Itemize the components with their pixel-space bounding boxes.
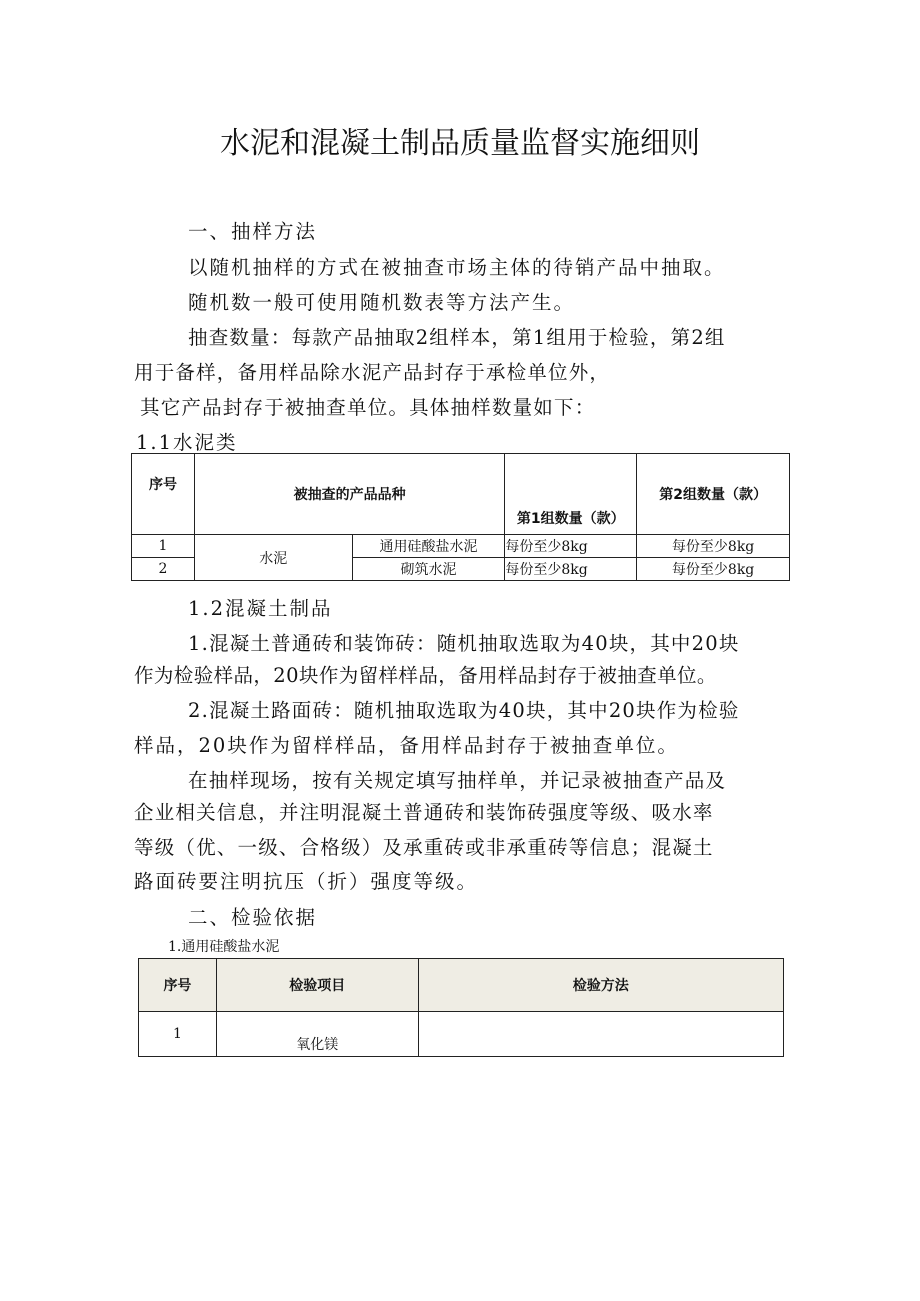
table-header-row — [132, 454, 790, 535]
header-product: 被抽查的产品品种 — [194, 454, 504, 535]
table-header-row — [139, 959, 784, 1012]
sampling-table — [131, 453, 790, 581]
cell-method — [418, 1012, 783, 1057]
sampling-para-line1: 在抽样现场，按有关规定填写抽样单，并记录被抽查产品及 — [188, 769, 727, 792]
header-seq: 序号 — [132, 454, 195, 535]
section1-para3-line2: 用于备样，备用样品除水泥产品封存于承检单位外， — [134, 361, 611, 384]
section1-para3-line3: 其它产品封存于被抽查单位。具体抽样数量如下： — [140, 396, 596, 419]
sampling-para-line2: 企业相关信息，并注明混凝土普通砖和装饰砖强度等级、吸水率 — [134, 801, 714, 824]
cell-group2: 每份至少8kg — [637, 558, 790, 581]
page-title: 水泥和混凝土制品质量监督实施细则 — [220, 126, 700, 161]
header-group1: 第1组数量（款） — [505, 454, 637, 535]
cell-seq: 2 — [132, 558, 195, 581]
cell-item: 氧化镁 — [216, 1012, 418, 1057]
cell-category: 水泥 — [194, 535, 352, 581]
cell-seq: 1 — [132, 535, 195, 558]
table-row — [132, 535, 790, 558]
cell-group1: 每份至少8kg — [505, 558, 637, 581]
subsection-1-1-heading: 1.1水泥类 — [136, 431, 238, 454]
sampling-para-line4: 路面砖要注明抗压（折）强度等级。 — [134, 870, 479, 893]
header-method: 检验方法 — [418, 959, 783, 1012]
section1-para3-line1: 抽查数量：每款产品抽取2组样本，第1组用于检验，第2组 — [188, 326, 726, 349]
cell-variety: 通用硅酸盐水泥 — [352, 535, 505, 558]
header-item: 检验项目 — [216, 959, 418, 1012]
cell-seq: 1 — [139, 1012, 217, 1057]
item1-line1: 1.混凝土普通砖和装饰砖：随机抽取选取为40块，其中20块 — [188, 632, 740, 655]
item2-line2: 样品，20块作为留样样品，备用样品封存于被抽查单位。 — [134, 734, 679, 757]
cell-group2: 每份至少8kg — [637, 535, 790, 558]
sampling-para-line3: 等级（优、一级、合格级）及承重砖或非承重砖等信息；混凝土 — [134, 836, 714, 859]
section1-heading: 一、抽样方法 — [188, 220, 318, 243]
item2-line1: 2.混凝土路面砖：随机抽取选取为40块，其中20块作为检验 — [188, 699, 740, 722]
header-seq: 序号 — [139, 959, 217, 1012]
section1-para2: 随机数一般可使用随机数表等方法产生。 — [188, 291, 576, 314]
cell-group1: 每份至少8kg — [505, 535, 637, 558]
header-group2: 第2组数量（款） — [637, 454, 790, 535]
subsection-1-2-heading: 1.2混凝土制品 — [188, 597, 333, 620]
table2-caption: 1.通用硅酸盐水泥 — [168, 939, 280, 955]
section2-heading: 二、检验依据 — [188, 906, 318, 929]
inspection-table — [138, 958, 784, 1057]
item1-line2: 作为检验样品，20块作为留样样品，备用样品封存于被抽查单位。 — [134, 664, 717, 687]
table-row — [139, 1012, 784, 1057]
section1-para1: 以随机抽样的方式在被抽查市场主体的待销产品中抽取。 — [188, 256, 726, 279]
cell-variety: 砌筑水泥 — [352, 558, 505, 581]
